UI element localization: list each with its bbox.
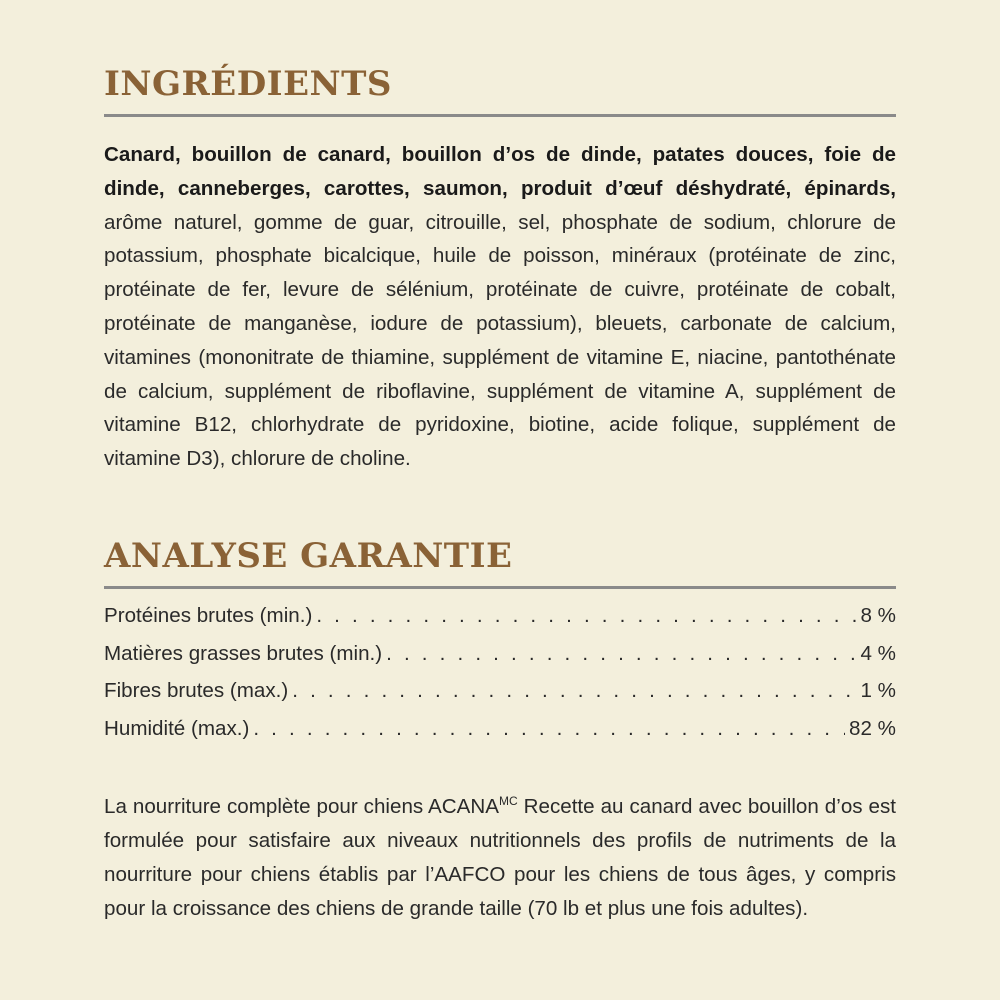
- dot-leader: [386, 642, 856, 666]
- ingredients-list: [104, 138, 896, 476]
- analysis-row-fat: [104, 642, 896, 680]
- analysis-value: 8 %: [860, 604, 896, 627]
- guaranteed-analysis-table: [104, 604, 896, 754]
- analysis-row-protein: [104, 604, 896, 642]
- dot-leader: [316, 604, 856, 628]
- aafco-statement: [104, 790, 896, 926]
- statement-text-start: La nourriture complète pour chiens ACANA: [104, 795, 499, 818]
- divider: [104, 114, 896, 117]
- analysis-value: 4 %: [860, 641, 896, 665]
- analysis-row-moisture: [104, 717, 896, 755]
- analysis-label: Fibres brutes (max.): [104, 679, 289, 702]
- guaranteed-analysis-heading: ANALYSE GARANTIE: [104, 536, 513, 576]
- analysis-row-fiber: [104, 679, 896, 717]
- dot-leader: [253, 717, 845, 741]
- ingredients-heading: INGRÉDIENTS: [104, 64, 392, 104]
- analysis-label: Humidité (max.): [104, 716, 250, 740]
- main-ingredients: Canard, bouillon de canard, bouillon d’os de dinde, patates douces, foie de dinde, canneberges, carottes, saumon, produit d’œuf déshydraté, épinards,: [104, 143, 896, 200]
- dot-leader: [292, 679, 856, 703]
- analysis-label: Matières grasses brutes (min.): [104, 641, 383, 665]
- analysis-value: 1 %: [860, 679, 896, 702]
- statement-text-end: Recette au canard avec bouillon d’os est formulée pour satisfaire aux niveaux nutritionnels des profils de nutriments de la nourriture pour chiens établis par l’AAFCO pour les chiens de tous âges, y compris pour la croissance des chiens de grande taille (70 lb et plus une fois adultes).: [104, 795, 897, 920]
- analysis-label: Protéines brutes (min.): [104, 604, 313, 627]
- trademark-mark: MC: [499, 794, 518, 809]
- divider: [104, 586, 896, 589]
- other-ingredients: arôme naturel, gomme de guar, citrouille, sel, phosphate de sodium, chlorure de potassium, phosphate bicalcique, huile de poisson, minéraux (protéinate de zinc, protéinate de fer, levure de sélénium, protéinate de cuivre, protéinate de cobalt, protéinate de manganèse, iodure de potassium), bleuets, carbonate de calcium, vitamines (mononitrate de thiamine, supplément de vitamine E, niacine, pantothénate de calcium, supplément de riboflavine, supplément de vitamine A, supplément de vitamine B12, chlorhydrate de pyridoxine, biotine, acide folique, supplément de vitamine D3), chlorure de choline.: [104, 210, 896, 471]
- analysis-value: 82 %: [849, 716, 896, 740]
